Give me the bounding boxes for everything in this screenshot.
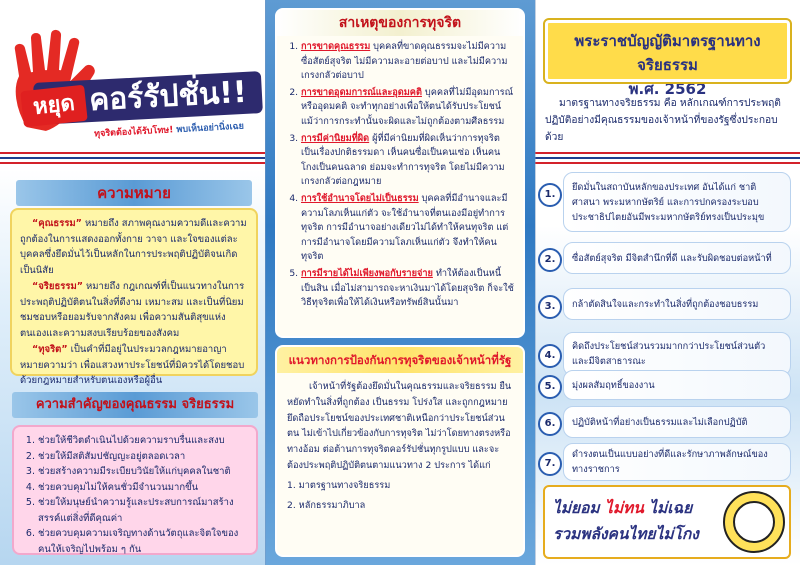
fold-line <box>265 0 266 565</box>
left-panel <box>0 0 265 565</box>
importance-box <box>12 425 258 555</box>
campaign-line2: รวมพลังคนไทยไม่โกง <box>553 525 699 543</box>
item-number: 5. <box>538 375 562 399</box>
middle-panel <box>265 0 535 565</box>
act-intro: มาตรฐานทางจริยธรรม คือ หลักเกณฑ์การประพฤติปฏิบัติอย่างมีคุณธรรมของเจ้าหน้าที่ของรัฐซึ่งประกอบด้วย <box>545 98 781 143</box>
importance-item: 1. ช่วยให้ชีวิตดำเนินไปด้วยความราบรื่นและสงบ <box>38 433 250 449</box>
meaning-item: “คุณธรรม” หมายถึง สภาพคุณงามความดีและความถูกต้องในการแสดงออกทั้งกาย วาจา และใจของแต่ละบุคคลซึ่งยึดมั่นไว้เป็นหลักในการประพฤติปฏิบัติจนเกิดเป็นนิสัย <box>20 218 247 276</box>
tagline: ทุจริตต้องได้รับโทษ! พบเห็นอย่านิ่งเฉย <box>93 121 245 140</box>
standard-item: มุ่งผลสัมฤทธิ์ของงาน <box>563 370 791 400</box>
cause-item: 5. การมีรายได้ไม่เพียงพอกับรายจ่าย ทำให้ต้องเป็นหนี้เป็นสิน เมื่อไม่สามารถจะหาเงินมาได้โดยสุจริต ก็จะใช้วิธีทุจริตเพื่อให้ได้เงินหรือทรัพย์สินนั้นมา <box>301 267 515 311</box>
causes-header: สาเหตุของการทุจริต <box>277 10 523 36</box>
meaning-header: ความหมาย <box>16 180 252 206</box>
importance-item: 5. ช่วยให้มนุษย์นำความรู้และประสบการณ์มาสร้างสรรค์แต่สิ่งที่ดีคุณค่า <box>38 495 250 526</box>
importance-item: 3. ช่วยสร้างความมีระเบียบวินัยให้แก่บุคคลในชาติ <box>38 464 250 480</box>
cause-item: 4. การใช้อำนาจโดยไม่เป็นธรรม บุคคลที่มีอำนาจและมีความโลภเห็นแก่ตัว จะใช้อำนาจที่ตนเองมีอยู่ทำการทุจริต การมีอำนาจอย่างเดียวไม่ได้ทำให้คนทุจริต แต่การมีอำนาจโดยมีความโลภเห็นแก่ตัว จึงทำให้คนทุจริต <box>301 192 515 265</box>
importance-header: ความสำคัญของคุณธรรม จริยธรรม <box>12 392 258 418</box>
standard-item: คิดถึงประโยชน์ส่วนรวมมากกว่าประโยชน์ส่วนตัว และมีจิตสาธารณะ <box>563 332 791 376</box>
item-number: 2. <box>538 248 562 272</box>
prevention-body: เจ้าหน้าที่รัฐต้องยึดมั่นในคุณธรรมและจริยธรรม ยืนหยัดทำในสิ่งที่ถูกต้อง เป็นธรรม โปร่งใส และถูกกฎหมาย ยึดถือประโยชน์ของประเทศชาติเหนือกว่าประโยชน์ส่วนตน ไม่เข้าไปเกี่ยวข้องกับการทุจริต ไม่ว่าโดยทางตรงหรือทางอ้อม ต่อต้านการทุจริตคอร์รัปชั่นทุกรูปแบบ และจะต้องประพฤติปฏิบัติตนตามแนวทาง 2 ประการ ได้แก่ <box>287 381 512 471</box>
importance-item: 4. ช่วยควบคุมไม่ให้คนชั่วมีจำนวนมากขึ้น <box>38 480 250 496</box>
act-year: พ.ศ. 2562 <box>628 80 707 98</box>
slogan-main: คอร์รัปชั่น!! <box>88 74 248 119</box>
item-number: 1. <box>538 183 562 207</box>
standard-item: ยึดมั่นในสถาบันหลักของประเทศ อันได้แก่ ชาติ ศาสนา พระมหากษัตริย์ และการปกครองระบอบประชาธิปไตยอันมีพระมหากษัตริย์ทรงเป็นประมุข <box>563 172 791 232</box>
cause-item: 3. การมีค่านิยมที่ผิด ผู้ที่มีค่านิยมที่ผิดเห็นว่าการทุจริตเป็นเรื่องปกติธรรมดา เห็นคนซื่อเป็นคนเซ่อ เห็นคนโกงเป็นคนฉลาด ย่อมจะทำการทุจริต โดยไม่มีความเกรงกลัวต่อกฎหมาย <box>301 132 515 190</box>
item-number: 7. <box>538 452 562 476</box>
item-number: 3. <box>538 295 562 319</box>
standard-item: ดำรงตนเป็นแบบอย่างที่ดีและรักษาภาพลักษณ์ของทางราชการ <box>563 443 791 481</box>
thai-flag-stripe <box>535 152 800 164</box>
importance-item: 2. ช่วยให้มีสติสัมปชัญญะอยู่ตลอดเวลา <box>38 449 250 465</box>
causes-box <box>275 8 525 338</box>
meaning-item: “ทุจริต” เป็นคำที่มีอยู่ในประมวลกฎหมายอาญา หมายความว่า เพื่อแสวงหาประโยชน์ที่มิควรได้โดยชอบด้วยกฎหมายสำหรับตนเองหรือผู้อื่น <box>20 344 245 386</box>
thai-flag-stripe <box>0 152 265 164</box>
meaning-item: “จริยธรรม” หมายถึง กฎเกณฑ์ที่เป็นแนวทางในการประพฤติปฏิบัติตนในสิ่งที่ดีงาม เหมาะสม และเป็นที่นิยมชมชอบหรือยอมรับจากสังคม เพื่อความสันติสุขแห่งตนเองและความสงบเรียบร้อยของสังคม <box>20 281 245 339</box>
right-panel <box>535 0 800 565</box>
act-title: พระราชบัญญัติมาตรฐานทางจริยธรรม <box>574 32 761 74</box>
fold-line <box>535 0 536 565</box>
prevention-step: 1. มาตรฐานทางจริยธรรม <box>287 479 391 491</box>
standard-item: ซื่อสัตย์สุจริต มีจิตสำนึกที่ดี และรับผิดชอบต่อหน้าที่ <box>563 242 791 274</box>
standard-item: ปฏิบัติหน้าที่อย่างเป็นธรรมและไม่เลือกปฏิบัติ <box>563 406 791 438</box>
campaign-line1: ไม่ยอม ไม่ทน ไม่เฉย <box>553 499 693 517</box>
standard-item: กล้าตัดสินใจและกระทำในสิ่งที่ถูกต้องชอบธรรม <box>563 288 791 320</box>
act-title-box <box>545 20 790 98</box>
meaning-box <box>10 208 258 386</box>
prevention-header: แนวทางการป้องกันการทุจริตของเจ้าหน้าที่รัฐ <box>277 347 523 373</box>
item-number: 4. <box>538 344 562 368</box>
slogan-stop: หยุด <box>20 85 87 127</box>
agency-seal-icon <box>723 491 785 553</box>
campaign-footer <box>543 485 791 559</box>
prevention-box <box>275 345 525 557</box>
importance-item: 6. ช่วยควบคุมความเจริญทางด้านวัตถุและจิตใจของคนให้เจริญไปพร้อม ๆ กัน <box>38 526 250 557</box>
prevention-step: 2. หลักธรรมาภิบาล <box>287 499 366 511</box>
item-number: 6. <box>538 412 562 436</box>
cause-item: 1. การขาดคุณธรรม บุคคลที่ขาดคุณธรรมจะไม่มีความซื่อสัตย์สุจริต ไม่มีความละอายต่อบาป และไม่มีความเกรงกลัวต่อบาป <box>301 40 515 84</box>
cause-item: 2. การขาดอุดมการณ์และอุดมคติ บุคคลที่ไม่มีอุดมการณ์หรืออุดมคติ จะทำทุกอย่างเพื่อให้ตนได้รับประโยชน์ แม้ว่าการกระทำนั้นจะผิดและไม่ถูกต้องตามศีลธรรม <box>301 86 515 130</box>
